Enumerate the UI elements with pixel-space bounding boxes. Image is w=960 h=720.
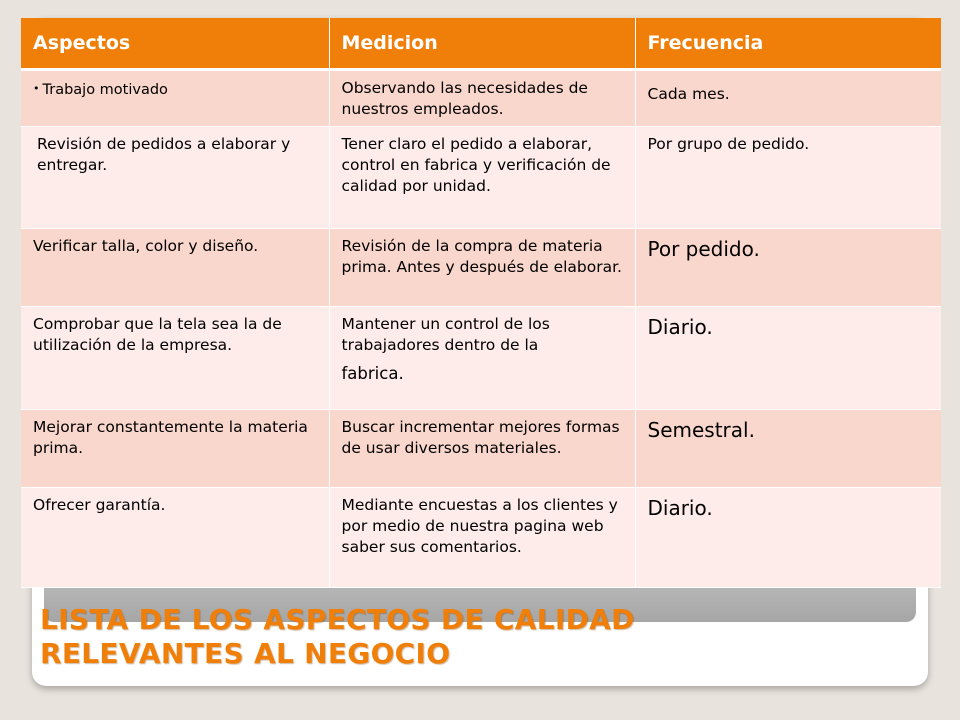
- table-row: [21, 410, 941, 488]
- table-header-row: [21, 18, 941, 70]
- medicion-cell: Observando las necesidades de nuestros empleados.: [329, 70, 635, 127]
- frecuencia-cell: [635, 229, 941, 307]
- header-aspectos: Aspectos: [21, 18, 329, 70]
- table-row: [21, 127, 941, 229]
- frecuencia-cell: [635, 70, 941, 127]
- aspecto-cell: Verificar talla, color y diseño.: [21, 229, 329, 307]
- frecuencia-text: Por pedido.: [647, 237, 760, 261]
- table-row: [21, 229, 941, 307]
- medicion-cell: [329, 307, 635, 410]
- header-medicion: Medicion: [329, 18, 635, 70]
- aspecto-text: Trabajo motivado: [42, 82, 168, 98]
- frecuencia-cell: Por grupo de pedido.: [635, 127, 941, 229]
- table-row: [21, 488, 941, 588]
- aspecto-text: Revisión de pedidos a elaborar y entregar.: [37, 135, 291, 174]
- quality-table-wrapper: [21, 18, 941, 588]
- medicion-cell: Mediante encuestas a los clientes y por medio de nuestra pagina web saber sus comentarios.: [329, 488, 635, 588]
- table-row: [21, 307, 941, 410]
- frecuencia-text: Diario.: [647, 315, 713, 339]
- slide-title-line1: LISTA DE LOS ASPECTOS DE CALIDAD: [40, 603, 635, 636]
- aspecto-cell: Ofrecer garantía.: [21, 488, 329, 588]
- slide-title-line2: RELEVANTES AL NEGOCIO: [40, 637, 451, 670]
- aspecto-cell: [21, 127, 329, 229]
- frecuencia-text: Cada mes.: [647, 85, 730, 103]
- aspecto-cell: Comprobar que la tela sea la de utilización de la empresa.: [21, 307, 329, 410]
- frecuencia-text: Diario.: [647, 496, 713, 520]
- bullet-icon: •: [33, 82, 40, 95]
- table-row: [21, 70, 941, 127]
- aspecto-cell: [21, 70, 329, 127]
- header-frecuencia: Frecuencia: [635, 18, 941, 70]
- frecuencia-cell: [635, 307, 941, 410]
- frecuencia-cell: [635, 410, 941, 488]
- medicion-cell: Tener claro el pedido a elaborar, control en fabrica y verificación de calidad por unidad.: [329, 127, 635, 229]
- medicion-cell: Revisión de la compra de materia prima. Antes y después de elaborar.: [329, 229, 635, 307]
- medicion-text-line2: fabrica.: [341, 364, 404, 383]
- frecuencia-cell: [635, 488, 941, 588]
- medicion-cell: Buscar incrementar mejores formas de usar diversos materiales.: [329, 410, 635, 488]
- frecuencia-text: Semestral.: [647, 418, 755, 442]
- quality-aspects-table: [21, 18, 941, 588]
- medicion-text-line1: Mantener un control de los trabajadores dentro de la: [341, 315, 550, 354]
- slide-title: [40, 603, 900, 671]
- aspecto-cell: Mejorar constantemente la materia prima.: [21, 410, 329, 488]
